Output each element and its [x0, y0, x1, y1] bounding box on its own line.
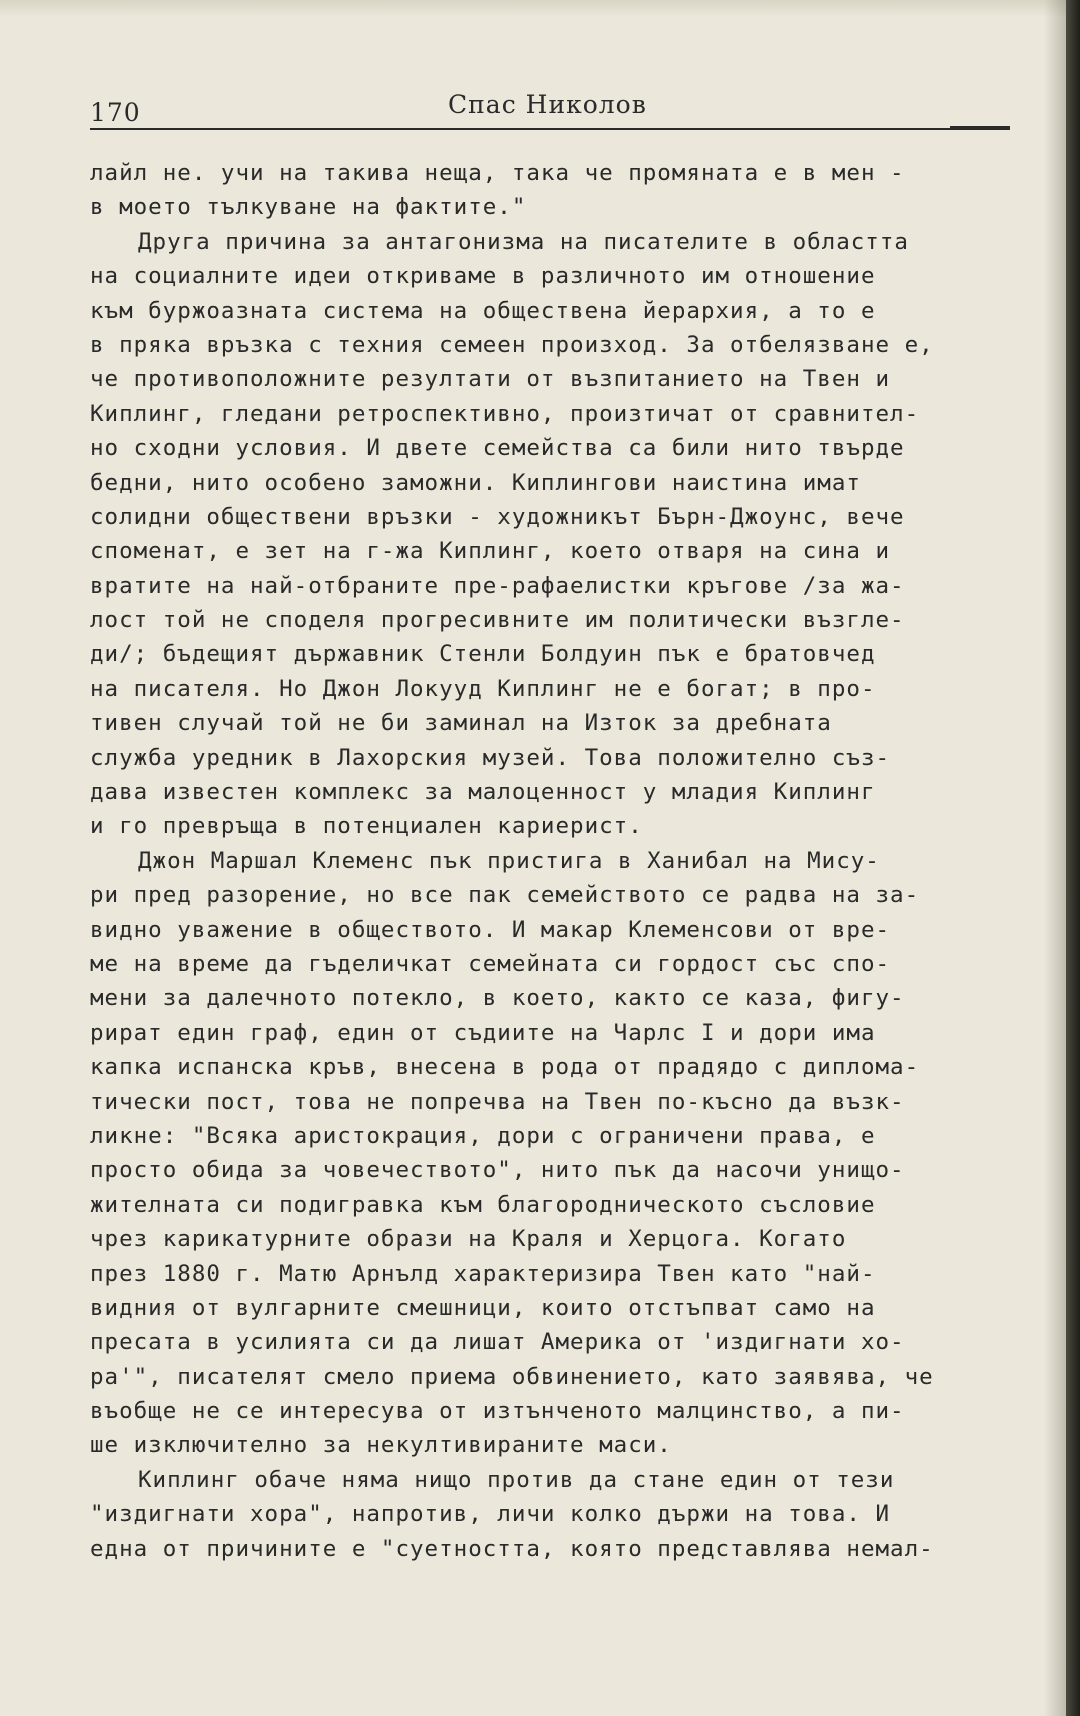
paragraph-start-line: Джон Маршал Клеменс пък пристига в Ханибал на Мису- — [138, 847, 880, 874]
header-rule-accent — [950, 126, 1010, 130]
text-line: чрез карикатурните образи на Краля и Херцога. Когато — [90, 1226, 847, 1253]
page-number: 170 — [90, 98, 141, 127]
text-line: на писателя. Но Джон Локууд Киплинг не е богат; в про- — [90, 675, 876, 702]
text-line: видния от вулгарните смешници, които отстъпват само на — [90, 1294, 876, 1321]
text-line: служба уредник в Лахорския музей. Това положително съз- — [90, 744, 891, 771]
text-line: ме на време да гъделичкат семейната си гордост със спо- — [90, 950, 891, 977]
text-line: вратите на най-отбраните пре-рафаелистки кръгове /за жа- — [90, 572, 905, 599]
text-line: просто обида за човечеството", нито пък да насочи унищо- — [90, 1157, 905, 1184]
text-line: въобще не се интересува от изтънченото малцинство, а пи- — [90, 1398, 905, 1425]
text-line: видно уважение в обществото. И макар Клеменсови от вре- — [90, 916, 891, 943]
paragraph-start-line: Друга причина за антагонизма на писателите в областта — [138, 228, 909, 255]
text-line: жителната си подигравка към благородническото съсловие — [90, 1191, 876, 1218]
text-line: тивен случай той не би заминал на Изток за дребната — [90, 710, 832, 737]
text-line: капка испанска кръв, внесена в рода от прадядо с диплома- — [90, 1054, 920, 1081]
page-header — [90, 90, 1010, 130]
body-text — [90, 156, 1020, 1566]
text-line: "издигнати хора", напротив, личи колко държи на това. И — [90, 1501, 891, 1528]
text-line: ше изключително за некултивираните маси. — [90, 1432, 672, 1459]
text-line: бедни, нито особено заможни. Киплингови наистина имат — [90, 469, 861, 496]
text-line: но сходни условия. И двете семейства са били нито твърде — [90, 435, 905, 462]
text-line: рират един граф, един от съдиите на Чарлс I и дори има — [90, 1019, 876, 1046]
text-line: в моето тълкуване на фактите." — [90, 194, 527, 221]
text-line: солидни обществени връзки - художникът Бърн-Джоунс, вече — [90, 503, 905, 530]
binding-shadow — [1044, 0, 1066, 1716]
text-line: лайл не. учи на такива неща, така че промяната е в мен - — [90, 160, 905, 186]
text-line: дава известен комплекс за малоценност у младия Киплинг — [90, 779, 876, 806]
page-right-edge — [1066, 0, 1080, 1716]
text-line: споменат, е зет на г-жа Киплинг, което отваря на сина и — [90, 538, 891, 565]
page-top-edge — [0, 0, 1080, 18]
text-line: към буржоазната система на обществена йерархия, а то е — [90, 297, 876, 324]
text-line: на социалните идеи откриваме в различното им отношение — [90, 263, 876, 290]
header-rule — [90, 128, 1010, 130]
text-line: ра'", писателят смело приема обвинението, като заявява, че — [90, 1363, 934, 1390]
text-line: и го превръща в потенциален кариерист. — [90, 813, 643, 840]
text-line: мени за далечното потекло, в което, както се каза, фигу- — [90, 985, 905, 1012]
text-line: ри пред разорение, но все пак семейството се радва на за- — [90, 882, 920, 909]
text-line: пресата в усилията си да лишат Америка от 'издигнати хо- — [90, 1329, 905, 1356]
text-line: ди/; бъдещият държавник Стенли Болдуин пък е братовчед — [90, 641, 876, 668]
text-line: тически пост, това не попречва на Твен по-късно да възк- — [90, 1088, 905, 1115]
text-line: една от причините е "суетността, която представлява немал- — [90, 1535, 934, 1562]
text-line: лост той не споделя прогресивните им политически възгле- — [90, 607, 905, 634]
text-line: през 1880 г. Матю Арнълд характеризира Твен като "най- — [90, 1260, 876, 1287]
text-line: че противоположните резултати от възпитанието на Твен и — [90, 366, 891, 393]
text-line: Киплинг, гледани ретроспективно, произтичат от сравнител- — [90, 400, 920, 427]
running-head-author: Спас Николов — [448, 90, 647, 119]
paragraph-start-line: Киплинг обаче няма нищо против да стане един от тези — [138, 1466, 895, 1493]
text-line: в пряка връзка с техния семеен произход. За отбелязване е, — [90, 331, 934, 358]
text-line: ликне: "Всяка аристокрация, дори с ограничени права, е — [90, 1122, 876, 1149]
